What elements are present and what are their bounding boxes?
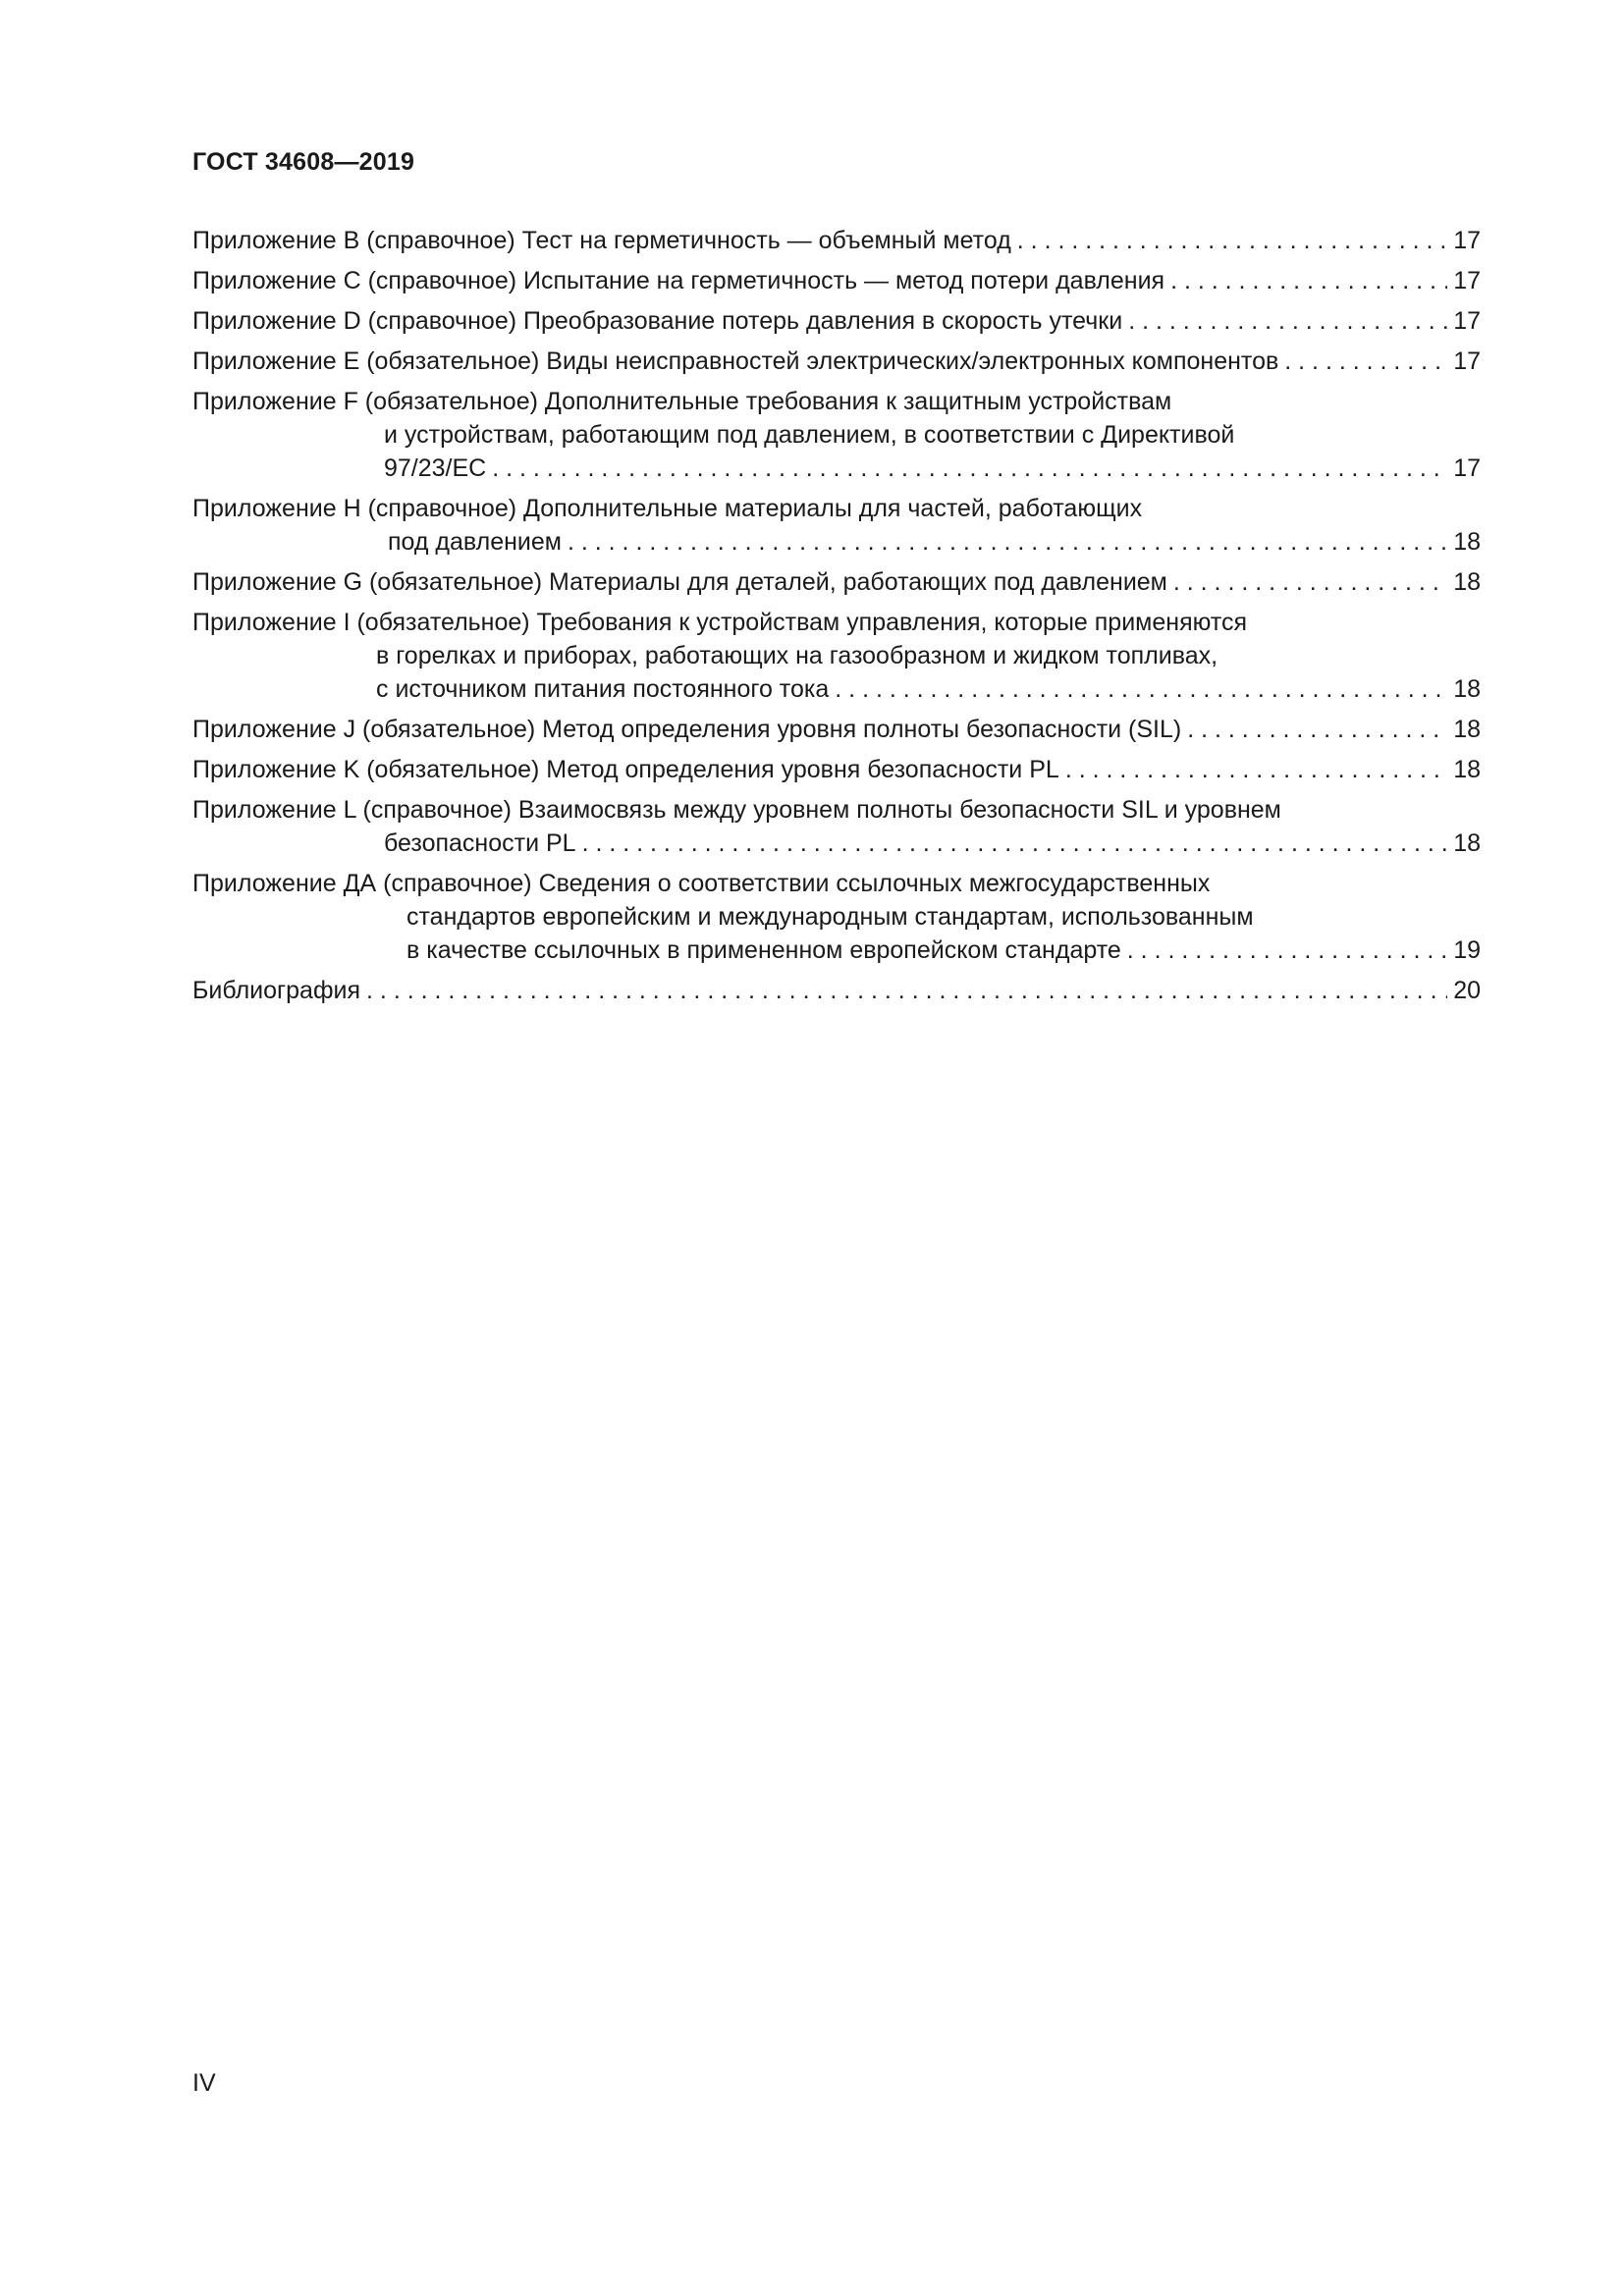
toc-entry-title: Приложение J (обязательное) Метод определения уровня полноты безопасности (SIL) [192,716,1182,743]
dot-leader [1127,934,1447,967]
toc-entry-title: Приложение G (обязательное) Материалы для деталей, работающих под давлением [192,568,1167,596]
toc-entry-title: с источником питания постоянного тока [376,675,830,703]
toc-entry-title: Библиография [192,977,361,1004]
toc-entry-appendix-da [192,867,1481,967]
toc-entry-appendix-g [192,565,1481,599]
toc-page-number: 17 [1453,307,1481,335]
table-of-contents [192,224,1481,1014]
toc-entry-title-line: в горелках и приборах, работающих на газообразном и жидком топливах, [376,642,1218,669]
page-number: IV [192,2069,216,2097]
toc-entry-appendix-e [192,345,1481,378]
dot-leader [1065,753,1447,786]
toc-page-number: 18 [1453,528,1481,556]
toc-entry-appendix-h [192,492,1481,559]
toc-entry-appendix-f [192,385,1481,485]
dot-leader [366,974,1447,1007]
toc-page-number: 18 [1453,568,1481,596]
toc-entry-bibliography [192,974,1481,1007]
toc-entry-appendix-j [192,713,1481,746]
dot-leader [1017,224,1447,257]
toc-page-number: 19 [1453,936,1481,964]
toc-page-number: 17 [1453,227,1481,254]
toc-entry-appendix-d [192,304,1481,338]
toc-page-number: 18 [1453,829,1481,857]
toc-page-number: 17 [1453,454,1481,482]
toc-entry-title: Приложение K (обязательное) Метод определения уровня безопасности PL [192,756,1059,783]
toc-entry-title-line: и устройствам, работающим под давлением, в соответствии с Директивой [384,421,1235,449]
toc-entry-title: под давлением [388,528,562,556]
toc-entry-appendix-l [192,793,1481,860]
dot-leader [1187,713,1447,746]
document-code: ГОСТ 34608—2019 [192,148,415,176]
dot-leader [1284,345,1447,378]
toc-entry-title-line: Приложение F (обязательное) Дополнительные требования к защитным устройствам [192,388,1172,415]
toc-entry-title: Приложение B (справочное) Тест на герметичность — объемный метод [192,227,1011,254]
toc-entry-title: Приложение E (обязательное) Виды неисправностей электрических/электронных компонентов [192,347,1279,375]
toc-entry-appendix-c [192,264,1481,297]
dot-leader [1173,565,1447,599]
toc-entry-appendix-i [192,606,1481,706]
toc-page-number: 18 [1453,756,1481,783]
toc-entry-appendix-b [192,224,1481,257]
toc-page-number: 17 [1453,347,1481,375]
toc-entry-title-line: Приложение L (справочное) Взаимосвязь между уровнем полноты безопасности SIL и уровнем [192,796,1281,824]
toc-entry-title-line: Приложение I (обязательное) Требования к устройствам управления, которые применяются [192,609,1248,636]
dot-leader [835,672,1447,706]
toc-entry-title-line: стандартов европейским и международным стандартам, использованным [406,903,1254,931]
dot-leader [568,525,1447,559]
toc-entry-title-line: Приложение H (справочное) Дополнительные материалы для частей, работающих [192,495,1143,522]
toc-entry-title: 97/23/EC [384,454,487,482]
dot-leader [1170,264,1447,297]
toc-entry-title-line: Приложение ДА (справочное) Сведения о соответствии ссылочных межгосударственных [192,870,1211,897]
toc-page-number: 20 [1453,977,1481,1004]
toc-entry-title: Приложение C (справочное) Испытание на герметичность — метод потери давления [192,267,1165,294]
toc-entry-title: Приложение D (справочное) Преобразование потерь давления в скорость утечки [192,307,1123,335]
dot-leader [492,452,1447,485]
dot-leader [582,827,1448,860]
toc-page-number: 17 [1453,267,1481,294]
dot-leader [1128,304,1447,338]
toc-page-number: 18 [1453,675,1481,703]
toc-entry-title: в качестве ссылочных в примененном европейском стандарте [406,936,1121,964]
toc-entry-title: безопасности PL [384,829,576,857]
toc-page-number: 18 [1453,716,1481,743]
toc-entry-appendix-k [192,753,1481,786]
